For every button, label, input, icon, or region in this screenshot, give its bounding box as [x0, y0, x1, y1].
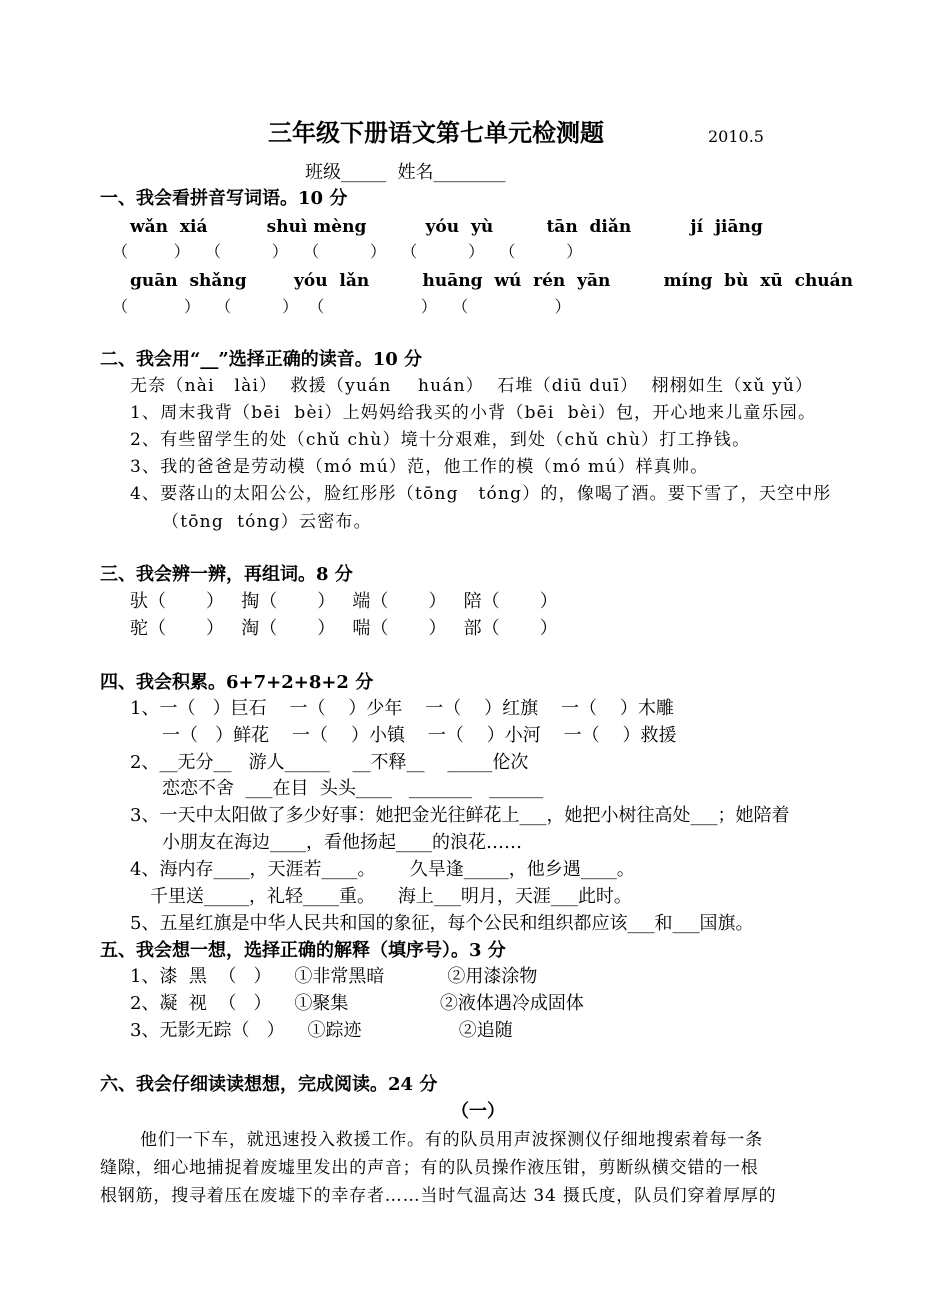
passage-line-3: 根钢筋，搜寻着压在废墟下的幸存者……当时气温高达 34 摄氏度，队员们穿着厚厚的 [100, 1186, 777, 1206]
meaning-choice-1: 1、漆 黑 （ ） ①非常黑暗 ②用漆涂物 [130, 966, 538, 987]
section-4-heading: 四、我会积累。6+7+2+8+2 分 [100, 672, 374, 693]
passage-line-2: 缝隙，细心地捕捉着废墟里发出的声音；有的队员操作液压钳，剪断纵横交错的一根 [100, 1158, 759, 1178]
section-2-heading: 二、我会用“__”选择正确的读音。10 分 [100, 349, 423, 370]
reading-line-3: 3、我的爸爸是劳动模（mó mú）范，他工作的模（mó mú）样真帅。 [130, 457, 709, 477]
answer-blanks-row-1: （ ） （ ） （ ） （ ） （ ） [112, 242, 583, 261]
page-title: 三年级下册语文第七单元检测题 [268, 118, 604, 147]
section-3-heading: 三、我会辨一辨，再组词。8 分 [100, 564, 353, 585]
class-name-fields: 班级_____ 姓名________ [305, 162, 506, 183]
reading-line-0: 无奈（nài lài） 救援（yuán huán） 石堆（diū duī） 栩栩如生（xǔ yǔ） [130, 376, 814, 396]
meaning-choice-3: 3、无影无踪（ ） ①踪迹 ②追随 [130, 1020, 513, 1041]
reading-line-5: （tōng tóng）云密布。 [162, 512, 372, 532]
section-5-heading: 五、我会想一想，选择正确的解释（填序号）。3 分 [100, 940, 506, 961]
passage-subheading: （一） [451, 1101, 505, 1122]
measure-word-row-1: 1、一（ ）巨石 一（ ）少年 一（ ）红旗 一（ ）木雕 [130, 698, 674, 719]
reading-line-2: 2、有些留学生的处（chǔ chù）境十分艰难，到处（chǔ chù）打工挣钱。 [130, 430, 751, 450]
passage-line-1: 他们一下车，就迅速投入救援工作。有的队员用声波探测仪仔细地搜索着每一条 [140, 1130, 763, 1150]
answer-blanks-row-2: （ ） （ ） （ ） （ ） [112, 297, 571, 316]
sun-passage-line-1: 3、一天中太阳做了多少好事：她把金光往鲜花上___，她把小树往高处___；她陪着 [130, 805, 790, 826]
reading-line-4: 4、要落山的太阳公公，脸红彤彤（tōng tóng）的，像喝了酒。要下雪了，天空中彤 [130, 484, 832, 504]
flag-sentence: 5、五星红旗是中华人民共和国的象征，每个公民和组织都应该___和___国旗。 [130, 913, 754, 934]
word-group-row-1: 驮（ ） 掏（ ） 端（ ） 陪（ ） [130, 591, 558, 612]
idiom-row-1: 2、__无分__ 游人_____ __不释__ _____伦次 [130, 752, 529, 773]
measure-word-row-2: 一（ ）鲜花 一（ ）小镇 一（ ）小河 一（ ）救援 [162, 725, 677, 746]
reading-line-1: 1、周末我背（bēi bèi）上妈妈给我买的小背（bēi bèi）包，开心地来儿童乐园。 [130, 403, 817, 423]
meaning-choice-2: 2、凝 视 （ ） ①聚集 ②液体遇冷成固体 [130, 993, 584, 1014]
pinyin-row-1: wǎn xiá shuì mèng yóu yù tān diǎn jí jiāng [130, 217, 763, 237]
idiom-row-2: 恋恋不舍 ___在目 头头____ _______ ______ [162, 778, 544, 799]
pinyin-row-2: guān shǎng yóu lǎn huāng wú rén yān míng bù xū chuán [130, 271, 854, 291]
poem-row-1: 4、海内存____，天涯若____。 久旱逢_____，他乡遇____。 [130, 859, 635, 880]
section-6-heading: 六、我会仔细读读想想，完成阅读。24 分 [100, 1074, 438, 1095]
date-label: 2010.5 [708, 127, 764, 146]
poem-row-2: 千里送_____，礼轻____重。 海上___明月，天涯___此时。 [150, 886, 632, 907]
word-group-row-2: 驼（ ） 淘（ ） 喘（ ） 部（ ） [130, 618, 558, 639]
sun-passage-line-2: 小朋友在海边____，看他扬起____的浪花…… [162, 832, 522, 853]
section-1-heading: 一、我会看拼音写词语。10 分 [100, 188, 348, 209]
